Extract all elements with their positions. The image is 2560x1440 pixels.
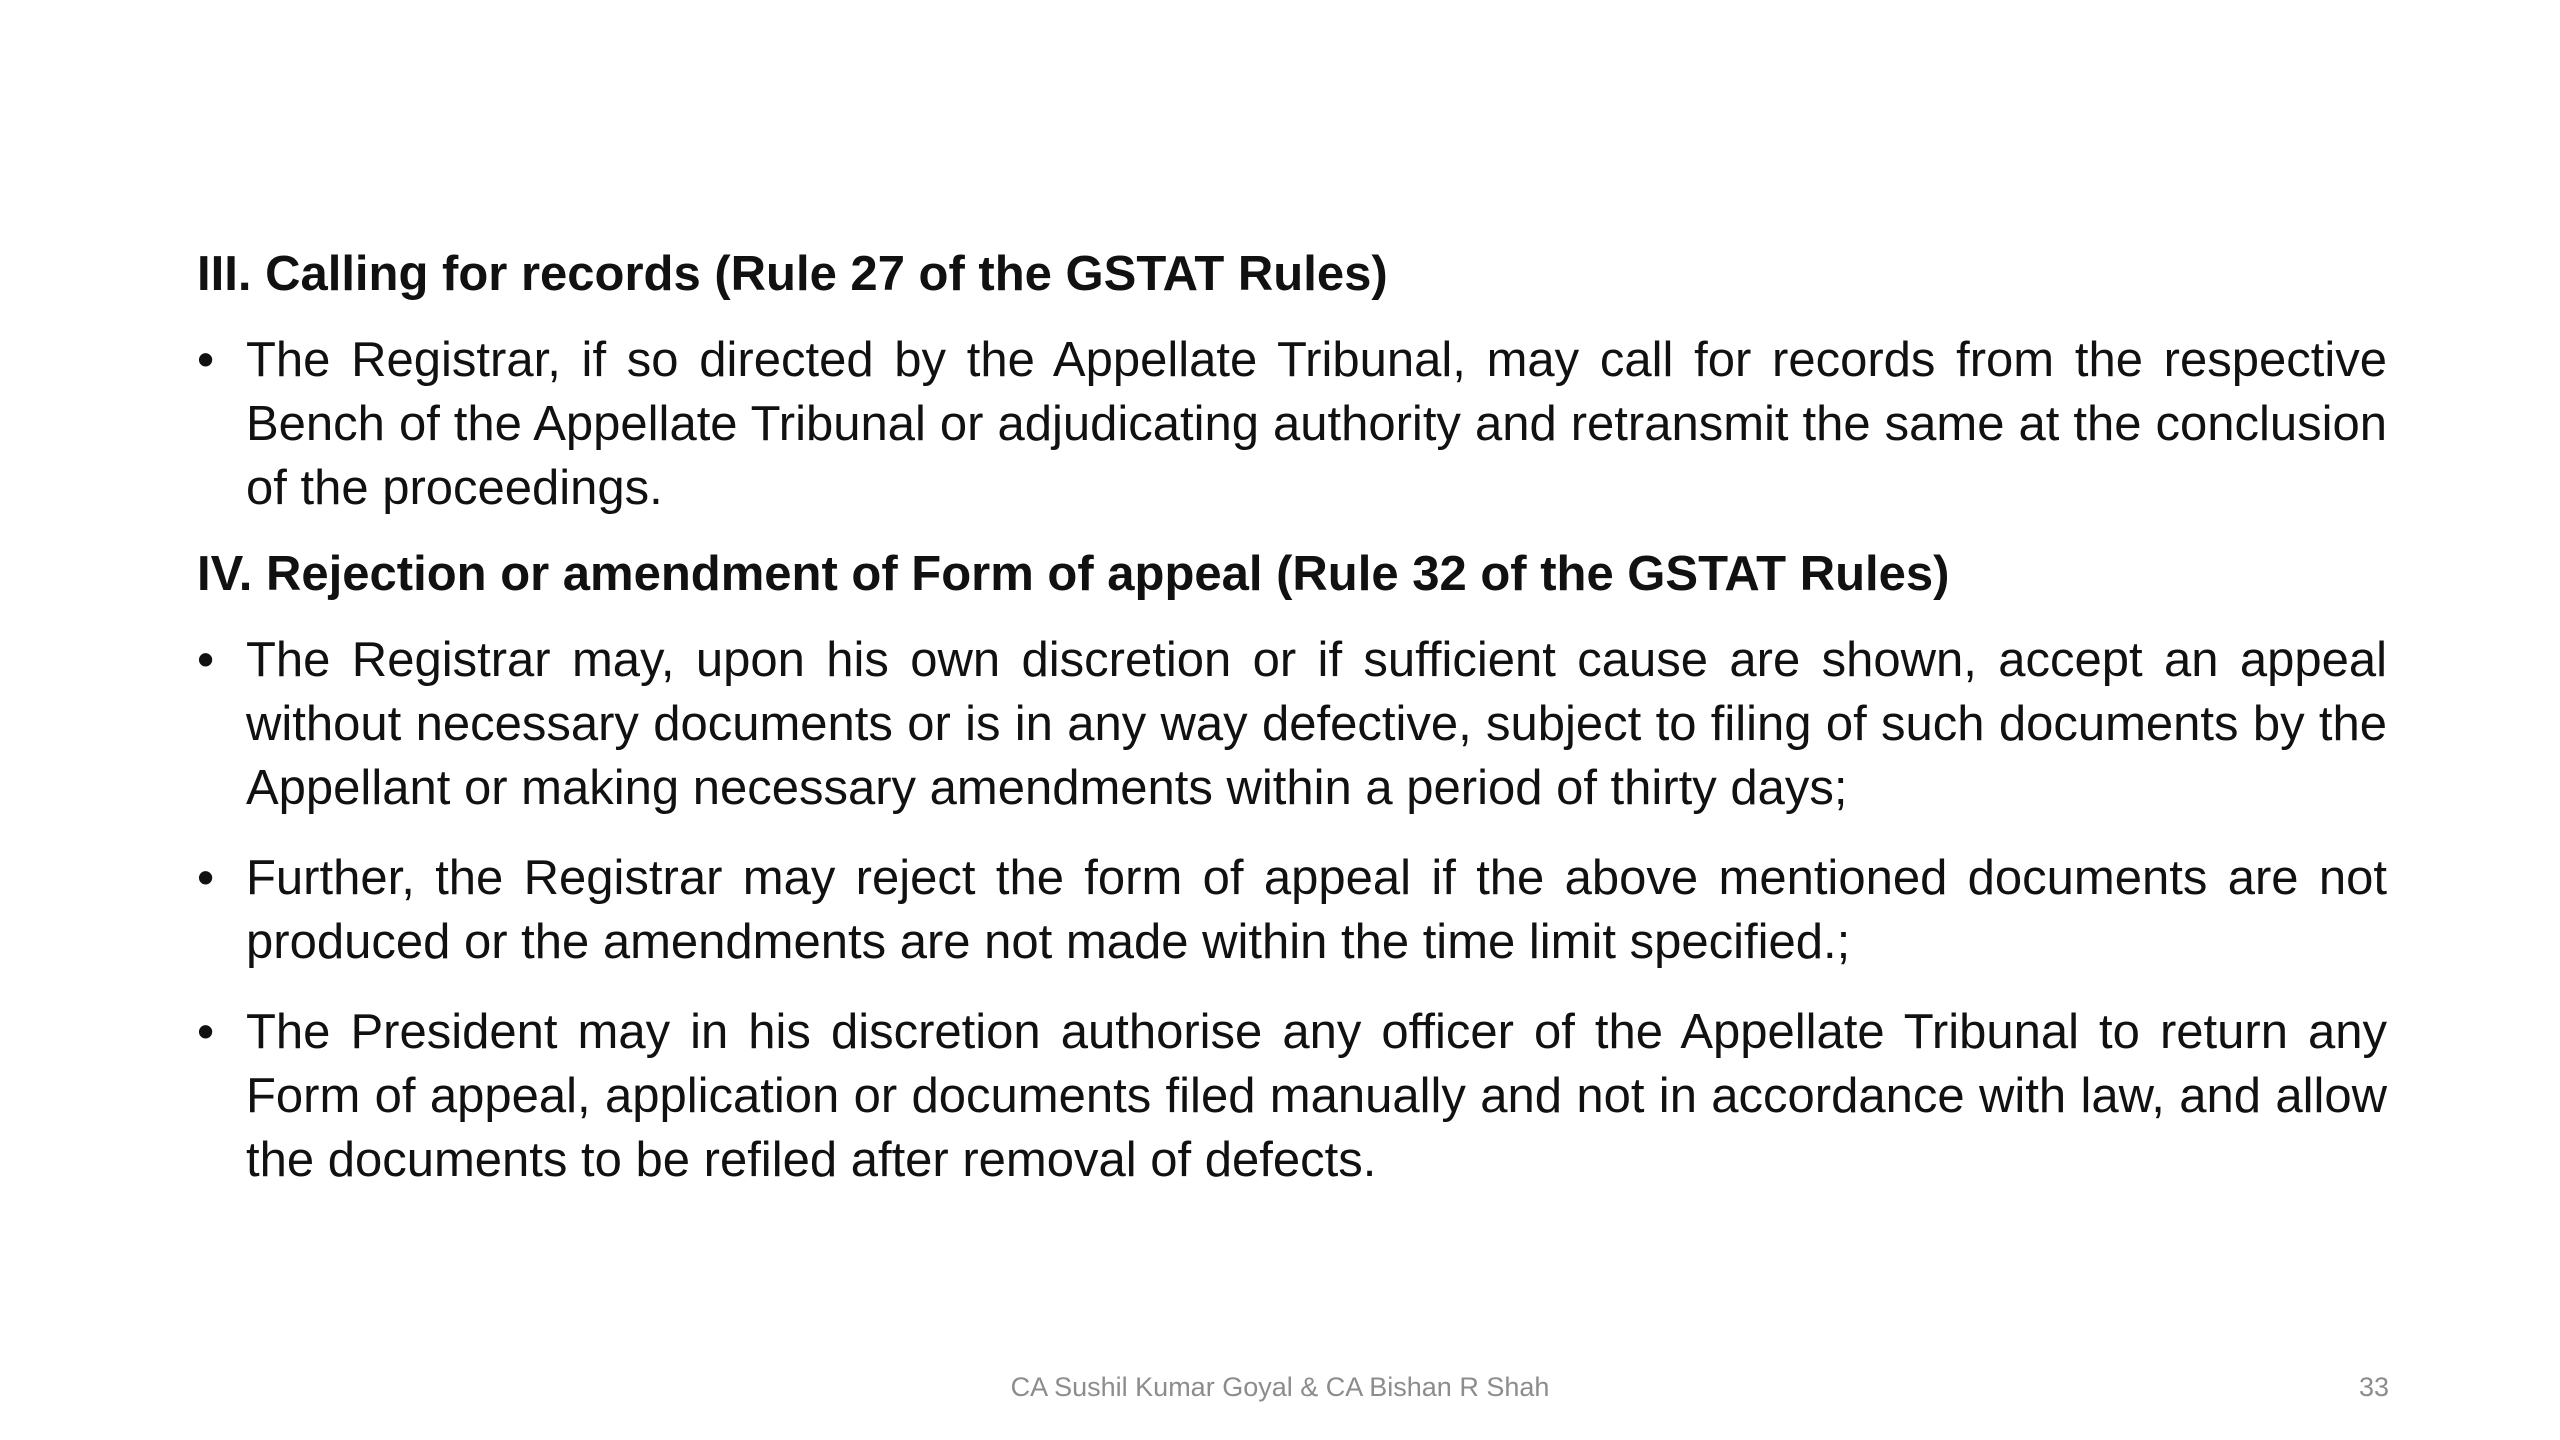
bullet-list-rejection-or-amendment [197,628,2387,1192]
section-heading-rejection-or-amendment: IV. Rejection or amendment of Form of appeal (Rule 32 of the GSTAT Rules) [197,547,1950,601]
list-item [197,1000,2387,1192]
bullet-icon: • [197,633,215,687]
bullet-text: The Registrar, if so directed by the Appellate Tribunal, may call for records from the respective Bench of the Appellate Tribunal or adjudicating authority and retransmit the same at the conclusion of the proceedings. [246,333,2387,515]
bullet-icon: • [197,1005,215,1059]
section-heading-calling-for-records: III. Calling for records (Rule 27 of the GSTAT Rules) [197,247,1388,301]
list-item [197,328,2387,520]
list-item [197,628,2387,820]
bullet-icon: • [197,851,215,905]
bullet-icon: • [197,333,215,387]
footer-authors: CA Sushil Kumar Goyal & CA Bishan R Shah [1010,1372,1550,1402]
bullet-text: The President may in his discretion authorise any officer of the Appellate Tribunal to return any Form of appeal, application or documents filed manually and not in accordance with law, and allow the documents to be refiled after removal of defects. [246,1005,2387,1187]
list-item [197,846,2387,974]
slide-content [197,242,2387,1192]
bullet-text: The Registrar may, upon his own discretion or if sufficient cause are shown, accept an appeal without necessary documents or is in any way defective, subject to filing of such documents by the Appellant or making necessary amendments within a period of thirty days; [246,633,2387,815]
bullet-text: Further, the Registrar may reject the form of appeal if the above mentioned documents are not produced or the amendments are not made within the time limit specified.; [246,851,2387,969]
bullet-list-calling-for-records [197,328,2387,520]
page-number: 33 [2358,1372,2389,1402]
